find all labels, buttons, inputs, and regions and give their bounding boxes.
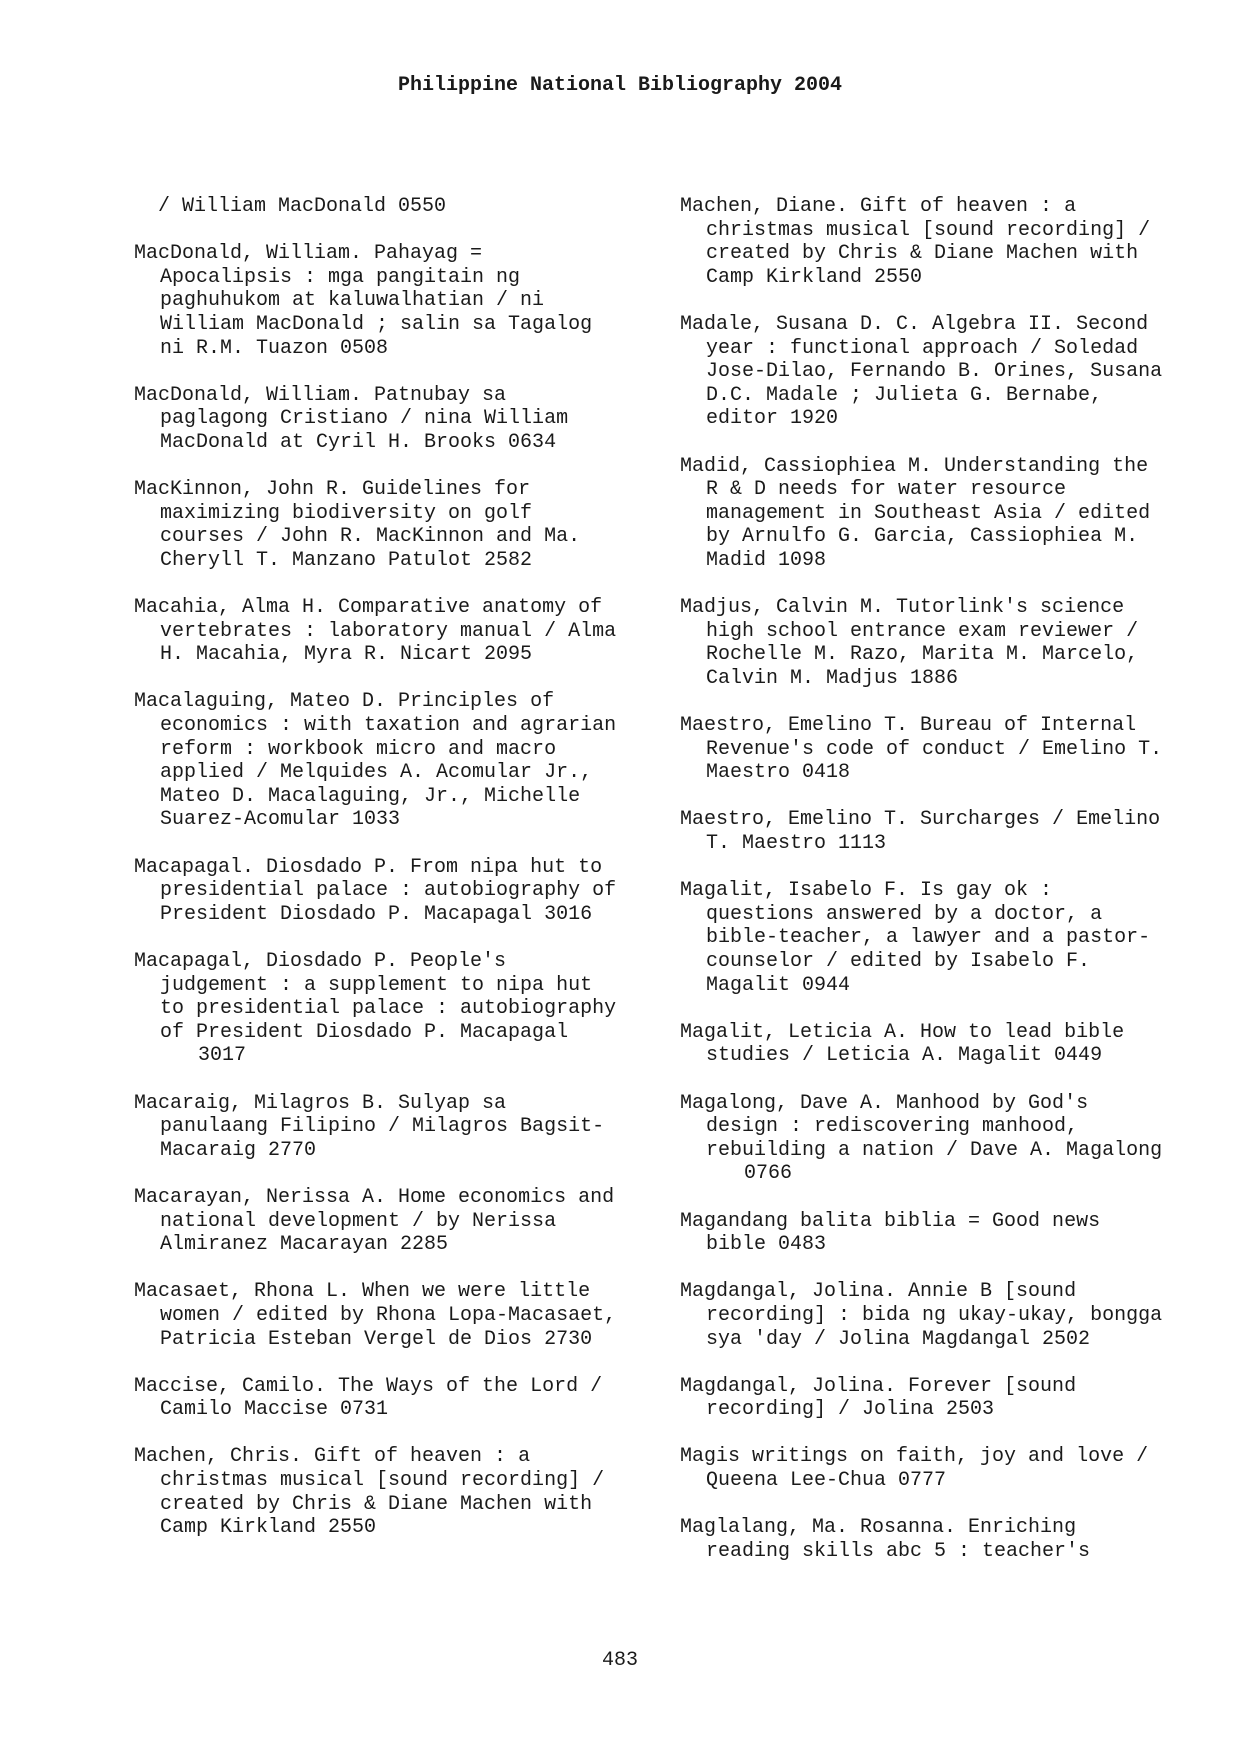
entry-line: of President Diosdado P. Macapagal (160, 1020, 569, 1044)
entry-line: women / edited by Rhona Lopa-Macasaet, (160, 1303, 617, 1327)
entry-line: Magalit, Leticia A. How to lead bible (680, 1020, 1125, 1044)
entry-line: Magdangal, Jolina. Annie B [sound (680, 1280, 1077, 1304)
entry-line: Macaraig, Milagros B. Sulyap sa (134, 1091, 507, 1115)
entry-line: to presidential palace : autobiography (160, 997, 617, 1021)
bibliography-entry (134, 856, 654, 927)
entry-line: Macapagal. Diosdado P. From nipa hut to (134, 855, 603, 879)
entry-line: Macarayan, Nerissa A. Home economics and (134, 1185, 615, 1209)
entry-line: economics : with taxation and agrarian (160, 714, 617, 738)
entry-line: Magalit 0944 (706, 973, 851, 997)
entry-line: Mateo D. Macalaguing, Jr., Michelle (160, 784, 581, 808)
entry-line: Maglalang, Ma. Rosanna. Enriching (680, 1516, 1077, 1540)
bibliography-entry (680, 879, 1200, 997)
entry-line: Magis writings on faith, joy and love / (680, 1445, 1149, 1469)
entry-line: Macalaguing, Mateo D. Principles of (134, 690, 555, 714)
bibliography-entry (134, 596, 654, 667)
entry-line: by Arnulfo G. Garcia, Cassiophiea M. (706, 525, 1139, 549)
entry-line: MacDonald, William. Pahayag = (134, 242, 483, 266)
entry-line: bible 0483 (706, 1233, 827, 1257)
entry-line: studies / Leticia A. Magalit 0449 (706, 1044, 1103, 1068)
bibliography-entry (680, 1021, 1200, 1068)
entry-line: Maccise, Camilo. The Ways of the Lord / (134, 1374, 603, 1398)
entry-line: christmas musical [sound recording] / (706, 218, 1151, 242)
entry-line: Macasaet, Rhona L. When we were little (134, 1280, 591, 1304)
entry-line: President Diosdado P. Macapagal 3016 (160, 902, 593, 926)
page-title: Philippine National Bibliography 2004 (397, 74, 843, 97)
bibliography-entry (134, 690, 654, 832)
bibliography-entry (134, 1092, 654, 1163)
entry-line: year : functional approach / Soledad (706, 336, 1139, 360)
entry-line: counselor / edited by Isabelo F. (706, 950, 1091, 973)
entry-line: R & D needs for water resource (706, 478, 1067, 502)
bibliography-entry (134, 384, 654, 455)
entry-line: Camp Kirkland 2550 (706, 265, 923, 289)
entry-line: William MacDonald ; salin sa Tagalog (160, 312, 593, 336)
entry-line: Macahia, Alma H. Comparative anatomy of (134, 596, 603, 620)
bibliography-entry (680, 313, 1200, 431)
bibliography-entry (680, 1280, 1200, 1351)
bibliography-entry (134, 1375, 654, 1422)
bibliography-entry (680, 596, 1200, 690)
bibliography-entry (680, 1375, 1200, 1422)
bibliography-entry (680, 808, 1200, 855)
entry-line: Madid 1098 (706, 548, 827, 572)
entry-line: Machen, Diane. Gift of heaven : a (680, 195, 1077, 218)
entry-line: Magalong, Dave A. Manhood by God's (680, 1091, 1089, 1115)
entry-number: 3017 (198, 1044, 247, 1068)
bibliography-entry (680, 1445, 1200, 1492)
entry-line: national development / by Nerissa (160, 1209, 557, 1233)
entry-line: Magandang balita biblia = Good news (680, 1209, 1101, 1233)
entry-line: MacDonald at Cyril H. Brooks 0634 (160, 430, 557, 454)
bibliography-entry (134, 1280, 654, 1351)
entry-line: recording] / Jolina 2503 (706, 1398, 995, 1422)
entry-line: Cheryll T. Manzano Patulot 2582 (160, 548, 533, 572)
entry-line: Magdangal, Jolina. Forever [sound (680, 1374, 1077, 1398)
entry-line: bible-teacher, a lawyer and a pastor- (706, 926, 1151, 950)
entry-line: Maestro 0418 (706, 761, 851, 785)
left-column (134, 195, 654, 1563)
entry-line: created by Chris & Diane Machen with (706, 242, 1139, 266)
entry-line: Madale, Susana D. C. Algebra II. Second (680, 312, 1149, 336)
entry-line: Maestro, Emelino T. Bureau of Internal (680, 714, 1137, 738)
entry-line: Jose-Dilao, Fernando B. Orines, Susana (706, 360, 1163, 384)
entry-line: design : rediscovering manhood, (706, 1115, 1079, 1139)
entry-line: paghuhukom at kaluwalhatian / ni (160, 289, 545, 313)
bibliography-entry (134, 242, 654, 360)
entry-line: sya 'day / Jolina Magdangal 2502 (706, 1327, 1091, 1351)
entry-line: D.C. Madale ; Julieta G. Bernabe, (706, 383, 1103, 407)
entry-line: Revenue's code of conduct / Emelino T. (706, 737, 1163, 761)
entry-line: MacKinnon, John R. Guidelines for (134, 478, 531, 502)
entry-line: high school entrance exam reviewer / (706, 619, 1139, 643)
entry-line: Patricia Esteban Vergel de Dios 2730 (160, 1327, 593, 1351)
bibliography-entry (134, 1445, 654, 1539)
bibliography-entry (680, 714, 1200, 785)
entry-line: Suarez-Acomular 1033 (160, 808, 401, 832)
entry-line: T. Maestro 1113 (706, 832, 887, 856)
entry-line: courses / John R. MacKinnon and Ma. (160, 525, 581, 549)
entry-line: H. Macahia, Myra R. Nicart 2095 (160, 643, 533, 667)
entry-line: judgement : a supplement to nipa hut (160, 973, 593, 997)
bibliography-entry (134, 195, 654, 219)
entry-line: questions answered by a doctor, a (706, 902, 1103, 926)
entry-line: Rochelle M. Razo, Marita M. Marcelo, (706, 643, 1139, 667)
bibliography-entry (680, 455, 1200, 573)
page-number: 483 (601, 1649, 638, 1672)
entry-line: editor 1920 (706, 407, 839, 431)
entry-line: management in Southeast Asia / edited (706, 501, 1151, 525)
bibliography-entry (680, 1516, 1200, 1563)
entry-line: Madid, Cassiophiea M. Understanding the (680, 454, 1149, 478)
entry-line: Almiranez Macarayan 2285 (160, 1233, 449, 1257)
entry-line: Calvin M. Madjus 1886 (706, 666, 959, 690)
entry-line: christmas musical [sound recording] / (160, 1469, 605, 1493)
entry-line: Macapagal, Diosdado P. People's (134, 950, 507, 973)
entry-line: reading skills abc 5 : teacher's (706, 1539, 1091, 1563)
entry-line: reform : workbook micro and macro (160, 737, 557, 761)
bibliography-entry (134, 950, 654, 1068)
entry-line: Maestro, Emelino T. Surcharges / Emelino (680, 808, 1161, 832)
entry-line: Madjus, Calvin M. Tutorlink's science (680, 596, 1125, 620)
bibliography-entry (134, 478, 654, 572)
bibliography-entry (680, 195, 1200, 289)
entry-line: Macaraig 2770 (160, 1138, 317, 1162)
entry-line: Camp Kirkland 2550 (160, 1516, 377, 1540)
entry-line: presidential palace : autobiography of (160, 879, 617, 903)
entry-line: panulaang Filipino / Milagros Bagsit- (160, 1115, 605, 1139)
bibliography-entry (680, 1092, 1200, 1186)
entry-line: recording] : bida ng ukay-ukay, bongga (706, 1303, 1163, 1327)
right-column (680, 195, 1200, 1587)
entry-line: paglagong Cristiano / nina William (160, 407, 569, 431)
entry-line: Apocalipsis : mga pangitain ng (160, 265, 521, 289)
entry-line: applied / Melquides A. Acomular Jr., (160, 761, 593, 785)
entry-line: MacDonald, William. Patnubay sa (134, 383, 507, 407)
entry-line: ni R.M. Tuazon 0508 (160, 336, 389, 360)
entry-number: 0766 (744, 1162, 793, 1186)
entry-line: Magalit, Isabelo F. Is gay ok : (680, 879, 1053, 903)
entry-line: Camilo Maccise 0731 (160, 1398, 389, 1422)
bibliography-entry (680, 1210, 1200, 1257)
entry-line: / William MacDonald 0550 (134, 195, 447, 218)
entry-line: Queena Lee-Chua 0777 (706, 1469, 947, 1493)
bibliography-entry (134, 1186, 654, 1257)
entry-line: created by Chris & Diane Machen with (160, 1492, 593, 1516)
entry-line: vertebrates : laboratory manual / Alma (160, 619, 617, 643)
entry-line: rebuilding a nation / Dave A. Magalong (706, 1138, 1163, 1162)
entry-line: Machen, Chris. Gift of heaven : a (134, 1445, 531, 1469)
entry-line: maximizing biodiversity on golf (160, 501, 533, 525)
